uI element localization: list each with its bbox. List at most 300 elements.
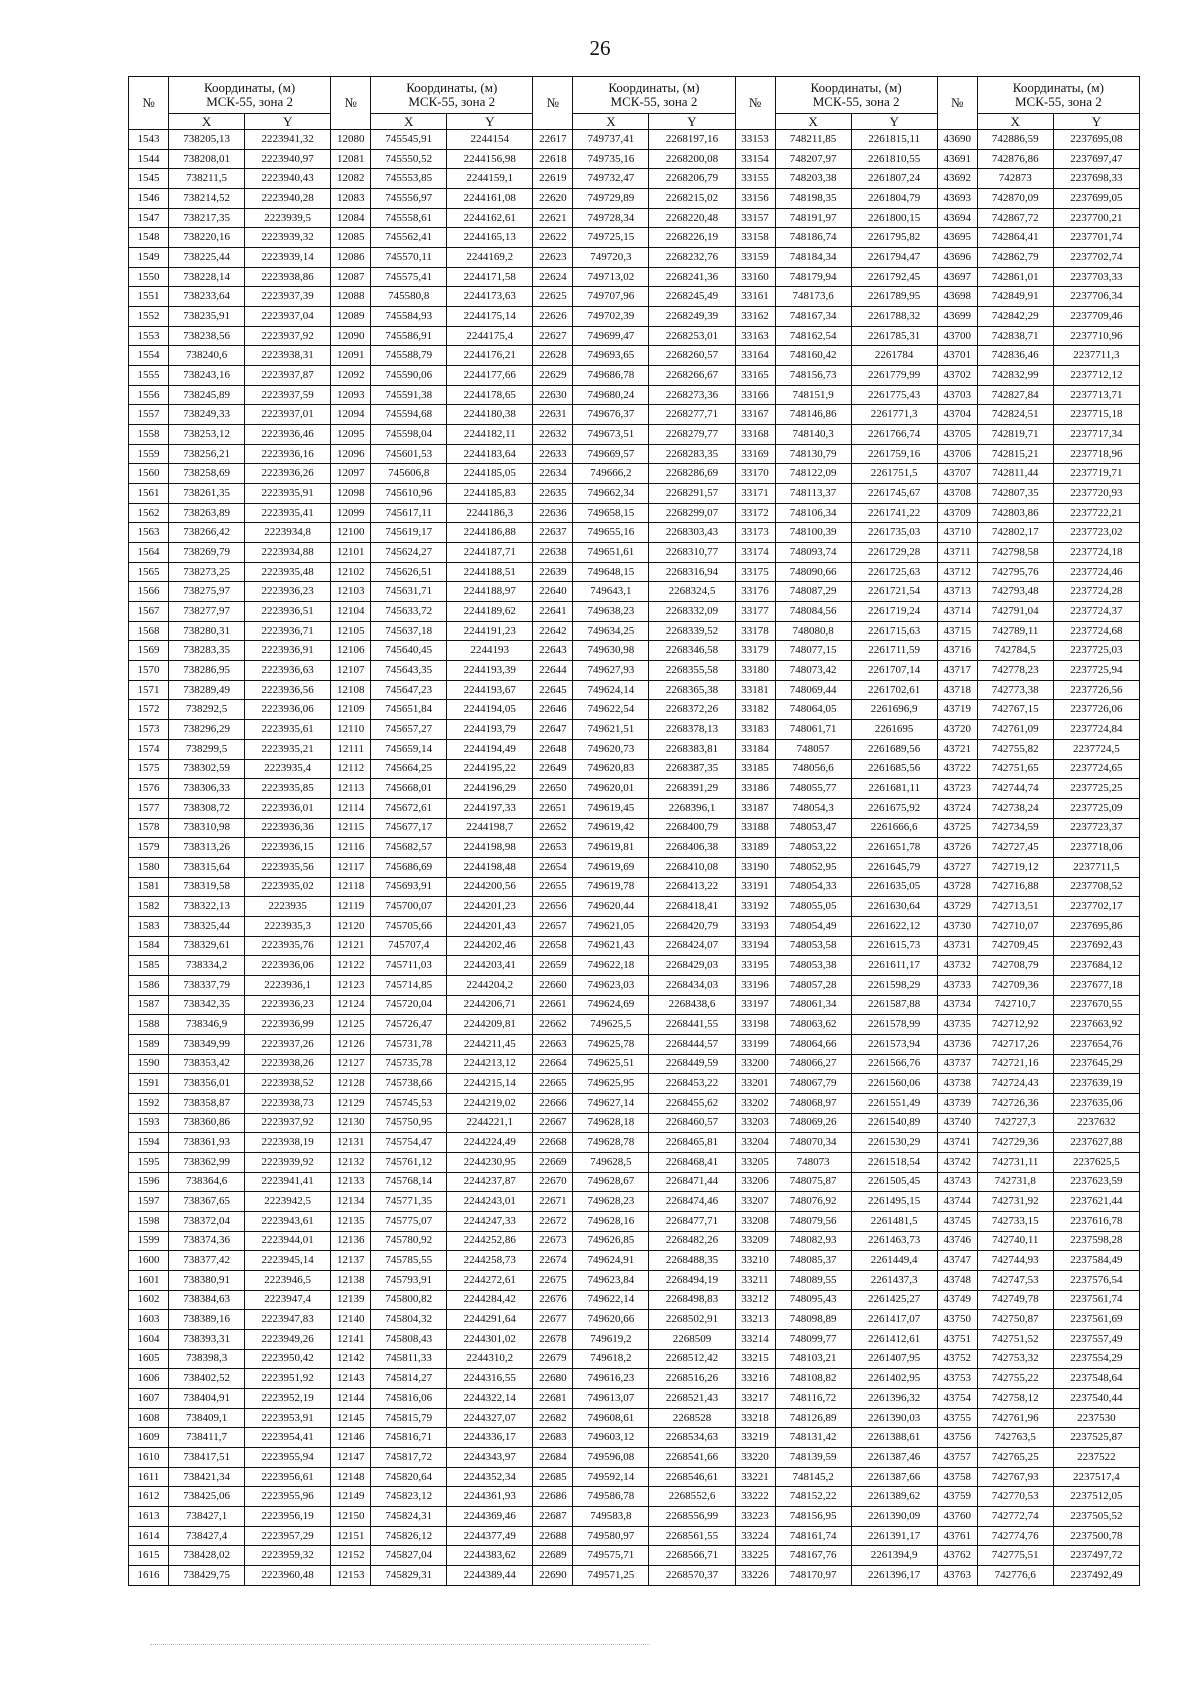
point-number-cell: 12089 [331, 307, 371, 327]
x-coordinate-cell: 738384,63 [169, 1290, 245, 1310]
x-coordinate-cell: 742749,78 [977, 1290, 1053, 1310]
x-coordinate-cell: 749616,23 [573, 1369, 649, 1389]
table-row [129, 818, 1140, 838]
x-coordinate-cell: 742729,36 [977, 1133, 1053, 1153]
point-number-cell: 43744 [937, 1192, 977, 1212]
x-coordinate-cell: 742726,36 [977, 1093, 1053, 1113]
y-coordinate-cell: 2244322,14 [447, 1389, 533, 1409]
y-coordinate-cell: 2268471,44 [649, 1172, 735, 1192]
x-coordinate-cell: 748103,21 [775, 1349, 851, 1369]
x-coordinate-cell: 742709,36 [977, 975, 1053, 995]
point-number-cell: 1597 [129, 1192, 169, 1212]
y-column-header: Y [447, 114, 533, 130]
point-number-cell: 22661 [533, 995, 573, 1015]
y-coordinate-cell: 2268365,38 [649, 680, 735, 700]
x-coordinate-cell: 738361,93 [169, 1133, 245, 1153]
x-coordinate-cell: 748053,38 [775, 956, 851, 976]
x-coordinate-cell: 745738,66 [371, 1074, 447, 1094]
x-coordinate-cell: 738261,35 [169, 484, 245, 504]
table-row [129, 1369, 1140, 1389]
point-number-cell: 1563 [129, 523, 169, 543]
y-coordinate-cell: 2237561,74 [1053, 1290, 1139, 1310]
x-coordinate-cell: 749624,14 [573, 680, 649, 700]
y-coordinate-cell: 2261391,17 [851, 1526, 937, 1546]
table-row [129, 877, 1140, 897]
point-number-cell: 43733 [937, 975, 977, 995]
x-coordinate-cell: 745617,11 [371, 503, 447, 523]
table-row [129, 975, 1140, 995]
y-coordinate-cell: 2237561,69 [1053, 1310, 1139, 1330]
point-number-cell: 43748 [937, 1270, 977, 1290]
point-number-cell: 12115 [331, 818, 371, 838]
x-coordinate-cell: 748052,95 [775, 857, 851, 877]
x-coordinate-cell: 738358,87 [169, 1093, 245, 1113]
point-number-cell: 22669 [533, 1152, 573, 1172]
point-number-cell: 1548 [129, 228, 169, 248]
point-number-cell: 1613 [129, 1507, 169, 1527]
y-coordinate-cell: 2261578,99 [851, 1015, 937, 1035]
point-number-cell: 22633 [533, 444, 573, 464]
y-coordinate-cell: 2223955,96 [245, 1487, 331, 1507]
x-coordinate-cell: 749729,89 [573, 189, 649, 209]
y-coordinate-cell: 2237695,08 [1053, 130, 1139, 150]
x-coordinate-cell: 742727,45 [977, 838, 1053, 858]
x-coordinate-cell: 738240,6 [169, 346, 245, 366]
x-coordinate-cell: 745640,45 [371, 641, 447, 661]
x-coordinate-cell: 749624,69 [573, 995, 649, 1015]
point-number-cell: 33212 [735, 1290, 775, 1310]
x-coordinate-cell: 748068,97 [775, 1093, 851, 1113]
x-coordinate-cell: 745817,72 [371, 1448, 447, 1468]
x-column-header: X [169, 114, 245, 130]
point-number-cell: 22659 [533, 956, 573, 976]
point-number-cell: 12094 [331, 405, 371, 425]
point-number-cell: 12102 [331, 562, 371, 582]
point-number-cell: 33214 [735, 1329, 775, 1349]
x-coordinate-cell: 748069,44 [775, 680, 851, 700]
x-coordinate-cell: 742744,74 [977, 779, 1053, 799]
point-number-cell: 43707 [937, 464, 977, 484]
point-number-cell: 43724 [937, 798, 977, 818]
x-coordinate-cell: 738402,52 [169, 1369, 245, 1389]
y-coordinate-cell: 2244198,7 [447, 818, 533, 838]
table-row [129, 1113, 1140, 1133]
point-number-cell: 12138 [331, 1270, 371, 1290]
point-number-cell: 33204 [735, 1133, 775, 1153]
x-coordinate-cell: 742819,71 [977, 425, 1053, 445]
x-coordinate-cell: 748156,95 [775, 1507, 851, 1527]
x-coordinate-cell: 749669,57 [573, 444, 649, 464]
x-coordinate-cell: 748100,39 [775, 523, 851, 543]
y-coordinate-cell: 2268460,57 [649, 1113, 735, 1133]
point-number-cell: 12100 [331, 523, 371, 543]
point-number-cell: 1600 [129, 1251, 169, 1271]
y-coordinate-cell: 2261675,92 [851, 798, 937, 818]
y-coordinate-cell: 2223937,92 [245, 326, 331, 346]
y-coordinate-cell: 2261792,45 [851, 267, 937, 287]
point-number-cell: 33222 [735, 1487, 775, 1507]
coordinates-column-header [977, 77, 1139, 114]
y-coordinate-cell: 2244202,46 [447, 936, 533, 956]
y-coordinate-cell: 2244291,64 [447, 1310, 533, 1330]
x-coordinate-cell: 749621,51 [573, 720, 649, 740]
y-coordinate-cell: 2261715,63 [851, 621, 937, 641]
x-coordinate-cell: 748089,55 [775, 1270, 851, 1290]
point-number-cell: 12150 [331, 1507, 371, 1527]
point-number-cell: 1581 [129, 877, 169, 897]
point-number-cell: 22643 [533, 641, 573, 661]
x-coordinate-cell: 738228,14 [169, 267, 245, 287]
y-coordinate-cell: 2268477,71 [649, 1211, 735, 1231]
point-number-cell: 43738 [937, 1074, 977, 1094]
point-number-cell: 12083 [331, 189, 371, 209]
x-coordinate-cell: 738421,34 [169, 1467, 245, 1487]
point-number-cell: 1551 [129, 287, 169, 307]
x-coordinate-cell: 745720,04 [371, 995, 447, 1015]
y-coordinate-cell: 2244188,97 [447, 582, 533, 602]
x-coordinate-cell: 749658,15 [573, 503, 649, 523]
y-coordinate-cell: 2237703,33 [1053, 267, 1139, 287]
point-number-cell: 33182 [735, 700, 775, 720]
y-coordinate-cell: 2223939,14 [245, 248, 331, 268]
x-coordinate-cell: 738334,2 [169, 956, 245, 976]
point-number-cell: 43756 [937, 1428, 977, 1448]
point-number-cell: 43737 [937, 1054, 977, 1074]
point-number-cell: 22626 [533, 307, 573, 327]
y-coordinate-cell: 2237722,21 [1053, 503, 1139, 523]
y-coordinate-cell: 2268372,26 [649, 700, 735, 720]
x-coordinate-cell: 738217,35 [169, 208, 245, 228]
x-coordinate-cell: 742719,12 [977, 857, 1053, 877]
point-number-cell: 12140 [331, 1310, 371, 1330]
x-coordinate-cell: 749603,12 [573, 1428, 649, 1448]
y-coordinate-cell: 2237711,3 [1053, 346, 1139, 366]
x-coordinate-cell: 748073,42 [775, 661, 851, 681]
y-coordinate-cell: 2244188,51 [447, 562, 533, 582]
x-coordinate-cell: 745556,97 [371, 189, 447, 209]
x-coordinate-cell: 745814,27 [371, 1369, 447, 1389]
point-number-cell: 22668 [533, 1133, 573, 1153]
x-coordinate-cell: 748077,15 [775, 641, 851, 661]
y-coordinate-cell: 2244284,42 [447, 1290, 533, 1310]
y-coordinate-cell: 2223936,23 [245, 995, 331, 1015]
x-coordinate-cell: 745672,61 [371, 798, 447, 818]
table-row [129, 543, 1140, 563]
y-coordinate-cell: 2268303,43 [649, 523, 735, 543]
x-coordinate-cell: 742791,04 [977, 602, 1053, 622]
y-coordinate-cell: 2268488,35 [649, 1251, 735, 1271]
y-coordinate-cell: 2223946,5 [245, 1270, 331, 1290]
point-number-cell: 22665 [533, 1074, 573, 1094]
point-number-cell: 1610 [129, 1448, 169, 1468]
point-number-cell: 43760 [937, 1507, 977, 1527]
point-number-cell: 22620 [533, 189, 573, 209]
x-coordinate-cell: 749627,14 [573, 1093, 649, 1113]
x-coordinate-cell: 748152,22 [775, 1487, 851, 1507]
x-coordinate-cell: 742789,11 [977, 621, 1053, 641]
point-number-cell: 12125 [331, 1015, 371, 1035]
point-number-cell: 1606 [129, 1369, 169, 1389]
x-coordinate-cell: 749622,14 [573, 1290, 649, 1310]
y-coordinate-cell: 2268396,1 [649, 798, 735, 818]
table-row [129, 1133, 1140, 1153]
table-row [129, 897, 1140, 917]
x-coordinate-cell: 745633,72 [371, 602, 447, 622]
y-coordinate-cell: 2237717,34 [1053, 425, 1139, 445]
y-coordinate-cell: 2268552,6 [649, 1487, 735, 1507]
table-row [129, 523, 1140, 543]
y-coordinate-cell: 2268260,57 [649, 346, 735, 366]
point-number-cell: 22674 [533, 1251, 573, 1271]
point-number-cell: 12081 [331, 149, 371, 169]
y-coordinate-cell: 2237621,44 [1053, 1192, 1139, 1212]
table-row [129, 1034, 1140, 1054]
y-coordinate-cell: 2223955,94 [245, 1448, 331, 1468]
x-coordinate-cell: 742774,76 [977, 1526, 1053, 1546]
x-coordinate-cell: 745826,12 [371, 1526, 447, 1546]
x-coordinate-cell: 745562,41 [371, 228, 447, 248]
point-number-cell: 33160 [735, 267, 775, 287]
x-coordinate-cell: 745705,66 [371, 916, 447, 936]
point-number-cell: 22660 [533, 975, 573, 995]
y-coordinate-cell: 2268299,07 [649, 503, 735, 523]
y-coordinate-cell: 2268509 [649, 1329, 735, 1349]
y-coordinate-cell: 2244173,63 [447, 287, 533, 307]
x-coordinate-cell: 748139,59 [775, 1448, 851, 1468]
x-coordinate-cell: 745668,01 [371, 779, 447, 799]
x-coordinate-cell: 742827,84 [977, 385, 1053, 405]
x-coordinate-cell: 749662,34 [573, 484, 649, 504]
table-row [129, 1310, 1140, 1330]
x-coordinate-cell: 742761,09 [977, 720, 1053, 740]
point-number-cell: 1614 [129, 1526, 169, 1546]
x-coordinate-cell: 742740,11 [977, 1231, 1053, 1251]
point-number-cell: 43754 [937, 1389, 977, 1409]
point-number-cell: 12143 [331, 1369, 371, 1389]
point-number-cell: 33179 [735, 641, 775, 661]
y-coordinate-cell: 2223939,92 [245, 1152, 331, 1172]
point-number-cell: 1595 [129, 1152, 169, 1172]
point-number-cell: 33159 [735, 248, 775, 268]
x-coordinate-cell: 749619,45 [573, 798, 649, 818]
y-coordinate-cell: 2237632 [1053, 1113, 1139, 1133]
x-coordinate-cell: 738308,72 [169, 798, 245, 818]
y-coordinate-cell: 2268556,99 [649, 1507, 735, 1527]
x-coordinate-cell: 738283,35 [169, 641, 245, 661]
table-row [129, 1192, 1140, 1212]
x-coordinate-cell: 749620,66 [573, 1310, 649, 1330]
x-coordinate-cell: 738277,97 [169, 602, 245, 622]
y-coordinate-cell: 2223935,76 [245, 936, 331, 956]
y-coordinate-cell: 2244247,33 [447, 1211, 533, 1231]
y-coordinate-cell: 2268200,08 [649, 149, 735, 169]
point-number-cell: 33175 [735, 562, 775, 582]
point-number-cell: 22687 [533, 1507, 573, 1527]
y-coordinate-cell: 2261810,55 [851, 149, 937, 169]
y-coordinate-cell: 2261771,3 [851, 405, 937, 425]
table-row [129, 130, 1140, 150]
table-row [129, 326, 1140, 346]
coordinates-units-label: Координаты, (м) [1012, 80, 1104, 95]
y-column-header: Y [851, 114, 937, 130]
point-number-cell: 22629 [533, 366, 573, 386]
point-number-cell: 33226 [735, 1566, 775, 1586]
x-coordinate-cell: 742733,15 [977, 1211, 1053, 1231]
table-row [129, 641, 1140, 661]
y-coordinate-cell: 2223935,85 [245, 779, 331, 799]
x-coordinate-cell: 742824,51 [977, 405, 1053, 425]
point-number-cell: 12103 [331, 582, 371, 602]
y-column-header: Y [245, 114, 331, 130]
y-coordinate-cell: 2223945,14 [245, 1251, 331, 1271]
y-coordinate-cell: 2223951,92 [245, 1369, 331, 1389]
point-number-cell: 43692 [937, 169, 977, 189]
x-coordinate-cell: 748106,34 [775, 503, 851, 523]
x-coordinate-cell: 742867,72 [977, 208, 1053, 228]
x-coordinate-cell: 749707,96 [573, 287, 649, 307]
x-coordinate-cell: 749737,41 [573, 130, 649, 150]
y-coordinate-cell: 2244200,56 [447, 877, 533, 897]
y-coordinate-cell: 2244171,58 [447, 267, 533, 287]
y-coordinate-cell: 2261711,59 [851, 641, 937, 661]
point-number-cell: 33216 [735, 1369, 775, 1389]
point-number-cell: 1615 [129, 1546, 169, 1566]
point-number-cell: 12147 [331, 1448, 371, 1468]
point-number-cell: 33210 [735, 1251, 775, 1271]
table-row [129, 425, 1140, 445]
point-number-cell: 12134 [331, 1192, 371, 1212]
point-number-cell: 12098 [331, 484, 371, 504]
point-number-cell: 33225 [735, 1546, 775, 1566]
y-coordinate-cell: 2244180,38 [447, 405, 533, 425]
point-number-cell: 22676 [533, 1290, 573, 1310]
y-coordinate-cell: 2237720,93 [1053, 484, 1139, 504]
x-coordinate-cell: 742708,79 [977, 956, 1053, 976]
x-coordinate-cell: 748080,8 [775, 621, 851, 641]
point-number-cell: 12152 [331, 1546, 371, 1566]
x-coordinate-cell: 748198,35 [775, 189, 851, 209]
x-coordinate-cell: 749673,51 [573, 425, 649, 445]
table-row [129, 1566, 1140, 1586]
point-number-cell: 22684 [533, 1448, 573, 1468]
coordinates-units-label: Координаты, (м) [608, 80, 700, 95]
table-row [129, 916, 1140, 936]
y-coordinate-cell: 2223936,99 [245, 1015, 331, 1035]
y-coordinate-cell: 2261615,73 [851, 936, 937, 956]
x-coordinate-cell: 745677,17 [371, 818, 447, 838]
point-number-cell: 12124 [331, 995, 371, 1015]
point-number-cell: 1571 [129, 680, 169, 700]
x-coordinate-cell: 738322,13 [169, 897, 245, 917]
point-number-cell: 33215 [735, 1349, 775, 1369]
x-coordinate-cell: 738273,25 [169, 562, 245, 582]
point-number-cell: 1589 [129, 1034, 169, 1054]
x-coordinate-cell: 745619,17 [371, 523, 447, 543]
point-number-cell: 1560 [129, 464, 169, 484]
point-number-cell: 22663 [533, 1034, 573, 1054]
x-coordinate-cell: 745780,92 [371, 1231, 447, 1251]
point-number-cell: 43696 [937, 248, 977, 268]
y-coordinate-cell: 2244177,66 [447, 366, 533, 386]
y-coordinate-cell: 2268241,36 [649, 267, 735, 287]
y-coordinate-cell: 2223936,63 [245, 661, 331, 681]
point-number-cell: 1594 [129, 1133, 169, 1153]
x-coordinate-cell: 749625,51 [573, 1054, 649, 1074]
y-coordinate-cell: 2261779,99 [851, 366, 937, 386]
table-row [129, 759, 1140, 779]
point-number-cell: 43734 [937, 995, 977, 1015]
point-number-cell: 33158 [735, 228, 775, 248]
point-number-cell: 12126 [331, 1034, 371, 1054]
x-coordinate-cell: 738329,61 [169, 936, 245, 956]
point-number-cell: 33211 [735, 1270, 775, 1290]
y-coordinate-cell: 2237557,49 [1053, 1329, 1139, 1349]
x-coordinate-cell: 745558,61 [371, 208, 447, 228]
x-coordinate-cell: 738306,33 [169, 779, 245, 799]
x-coordinate-cell: 742767,93 [977, 1467, 1053, 1487]
y-coordinate-cell: 2244194,05 [447, 700, 533, 720]
point-number-cell: 22630 [533, 385, 573, 405]
point-number-cell: 33208 [735, 1211, 775, 1231]
y-coordinate-cell: 2261390,03 [851, 1408, 937, 1428]
x-coordinate-cell: 745626,51 [371, 562, 447, 582]
x-coordinate-cell: 749620,83 [573, 759, 649, 779]
point-number-cell: 12144 [331, 1389, 371, 1409]
point-number-cell: 33171 [735, 484, 775, 504]
table-row [129, 1152, 1140, 1172]
x-coordinate-cell: 742744,93 [977, 1251, 1053, 1271]
point-number-cell: 43715 [937, 621, 977, 641]
x-coordinate-cell: 748073 [775, 1152, 851, 1172]
x-coordinate-cell: 745590,06 [371, 366, 447, 386]
y-coordinate-cell: 2237698,33 [1053, 169, 1139, 189]
y-coordinate-cell: 2244361,93 [447, 1487, 533, 1507]
y-coordinate-cell: 2268378,13 [649, 720, 735, 740]
y-coordinate-cell: 2268410,08 [649, 857, 735, 877]
x-coordinate-cell: 742710,07 [977, 916, 1053, 936]
point-number-cell: 12136 [331, 1231, 371, 1251]
coordinates-units-label: Координаты, (м) [810, 80, 902, 95]
x-coordinate-cell: 742784,5 [977, 641, 1053, 661]
point-number-cell: 22619 [533, 169, 573, 189]
y-coordinate-cell: 2223937,39 [245, 287, 331, 307]
x-coordinate-cell: 748061,71 [775, 720, 851, 740]
x-coordinate-cell: 742832,99 [977, 366, 1053, 386]
x-coordinate-cell: 738214,52 [169, 189, 245, 209]
y-coordinate-cell: 2244201,43 [447, 916, 533, 936]
point-number-cell: 43727 [937, 857, 977, 877]
y-coordinate-cell: 2244352,34 [447, 1467, 533, 1487]
x-coordinate-cell: 745588,79 [371, 346, 447, 366]
point-number-cell: 1605 [129, 1349, 169, 1369]
y-coordinate-cell: 2223940,97 [245, 149, 331, 169]
point-number-cell: 22656 [533, 897, 573, 917]
y-coordinate-cell: 2261412,61 [851, 1329, 937, 1349]
y-coordinate-cell: 2261707,14 [851, 661, 937, 681]
x-coordinate-cell: 738208,01 [169, 149, 245, 169]
y-coordinate-cell: 2237530 [1053, 1408, 1139, 1428]
point-number-cell: 12086 [331, 248, 371, 268]
point-number-cell: 33200 [735, 1054, 775, 1074]
point-number-cell: 33172 [735, 503, 775, 523]
point-number-cell: 33170 [735, 464, 775, 484]
y-coordinate-cell: 2261407,95 [851, 1349, 937, 1369]
x-coordinate-cell: 742836,46 [977, 346, 1053, 366]
point-number-cell: 22639 [533, 562, 573, 582]
x-coordinate-cell: 738286,95 [169, 661, 245, 681]
y-coordinate-cell: 2223935,61 [245, 720, 331, 740]
y-coordinate-cell: 2244198,98 [447, 838, 533, 858]
